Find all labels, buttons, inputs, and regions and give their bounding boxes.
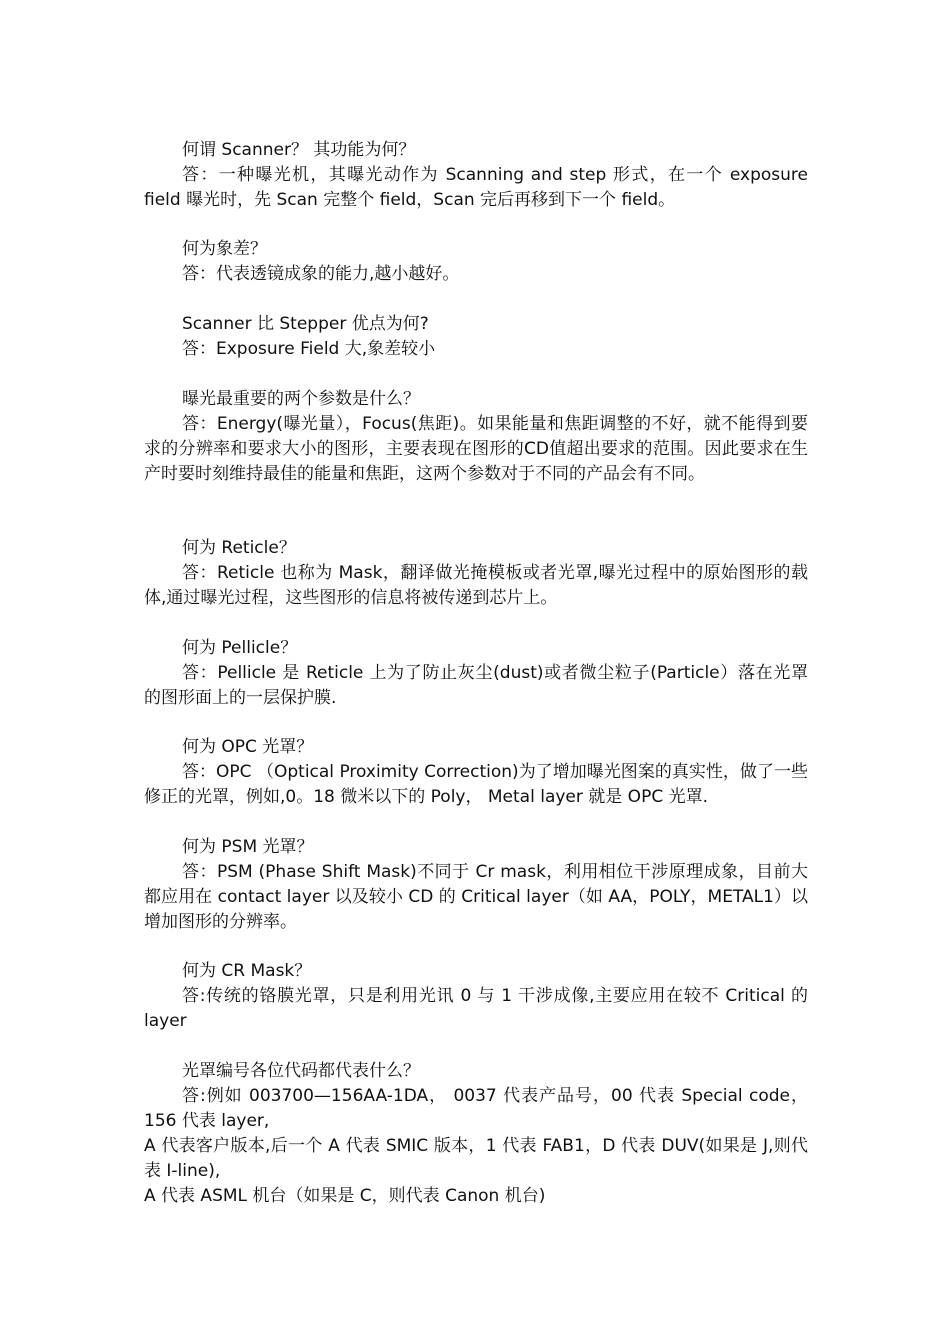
answer: 答：Reticle 也称为 Mask，翻译做光掩模板或者光罩,曝光过程中的原始图形的载体,通过曝光过程，这些图形的信息将被传递到芯片上。 bbox=[144, 563, 808, 608]
question: 何为象差？ bbox=[182, 239, 267, 259]
question: 何为 PSM 光罩？ bbox=[182, 837, 314, 857]
answer-line: A 代表 ASML 机台（如果是 C，则代表 Canon 机台) bbox=[144, 1186, 546, 1206]
question: 何谓 Scanner？ 其功能为何？ bbox=[182, 140, 416, 160]
qa-scanner bbox=[144, 138, 808, 213]
qa-mask-code bbox=[144, 1059, 808, 1209]
question: 何为 CR Mask？ bbox=[182, 961, 312, 981]
qa-pellicle bbox=[144, 636, 808, 711]
answer: 答:传统的铬膜光罩，只是利用光讯 0 与 1 干涉成像,主要应用在较不 Critical 的 layer bbox=[144, 986, 808, 1031]
qa-psm-mask bbox=[144, 835, 808, 935]
qa-aberration bbox=[144, 237, 808, 287]
question: 何为 Pellicle？ bbox=[182, 638, 298, 658]
qa-reticle bbox=[144, 536, 808, 611]
answer: 答：OPC （Optical Proximity Correction)为了增加曝光图案的真实性，做了一些修正的光罩，例如,0。18 微米以下的 Poly， Metal layer 就是 OPC 光罩. bbox=[144, 762, 808, 807]
answer: 答:例如 003700—156AA-1DA， 0037 代表产品号，00 代表 Special code，156 代表 layer, bbox=[144, 1086, 808, 1131]
qa-scanner-vs-stepper bbox=[144, 312, 808, 362]
answer: 答：Pellicle 是 Reticle 上为了防止灰尘(dust)或者微尘粒子(Particle）落在光罩的图形面上的一层保护膜. bbox=[144, 663, 808, 708]
answer: 答：一种曝光机，其曝光动作为 Scanning and step 形式，在一个 exposure field 曝光时，先 Scan 完整个 field，Scan 完后再移到下一个 field。 bbox=[144, 165, 808, 210]
qa-opc-mask bbox=[144, 735, 808, 810]
answer: 答：PSM (Phase Shift Mask)不同于 Cr mask，利用相位干涉原理成象，目前大都应用在 contact layer 以及较小 CD 的 Critical layer（如 AA，POLY，METAL1）以增加图形的分辨率。 bbox=[144, 862, 808, 932]
qa-cr-mask bbox=[144, 959, 808, 1034]
question: Scanner 比 Stepper 优点为何? bbox=[182, 314, 429, 334]
question: 何为 OPC 光罩？ bbox=[182, 737, 314, 757]
answer: 答：Energy(曝光量），Focus(焦距)。如果能量和焦距调整的不好，就不能得到要求的分辨率和要求大小的图形，主要表现在图形的CD值超出要求的范围。因此要求在生产时要时刻维持最佳的能量和焦距，这两个参数对于不同的产品会有不同。 bbox=[144, 414, 808, 484]
answer: 答：代表透镜成象的能力,越小越好。 bbox=[182, 264, 460, 284]
answer: 答：Exposure Field 大,象差较小 bbox=[182, 339, 436, 359]
question: 何为 Reticle？ bbox=[182, 538, 296, 558]
question: 曝光最重要的两个参数是什么？ bbox=[182, 389, 420, 409]
qa-exposure-parameters bbox=[144, 387, 808, 487]
answer-line: A 代表客户版本,后一个 A 代表 SMIC 版本，1 代表 FAB1，D 代表 DUV(如果是 J,则代表 I-line), bbox=[144, 1136, 808, 1181]
question: 光罩编号各位代码都代表什么？ bbox=[182, 1061, 420, 1081]
